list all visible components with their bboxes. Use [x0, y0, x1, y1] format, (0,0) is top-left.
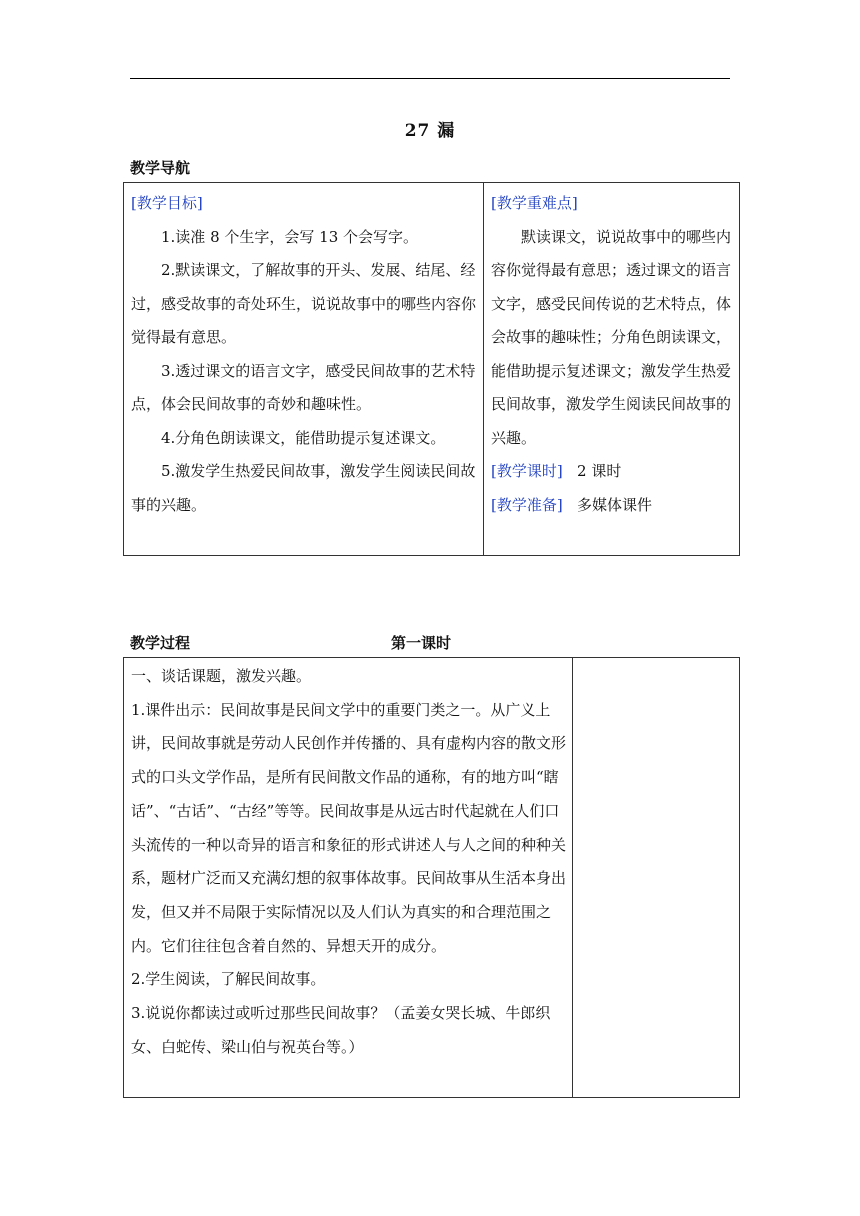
page-title: 27 漏 — [404, 121, 456, 141]
goal-item: 1.读准 8 个生字，会写 13 个会写字。 — [161, 227, 419, 246]
key-points-cell — [484, 183, 740, 556]
goal-item: 4.分角色朗读课文，能借助提示复述课文。 — [161, 428, 446, 447]
header-rule — [130, 78, 730, 79]
process-table — [123, 657, 740, 1098]
process-line: 2.学生阅读，了解民间故事。 — [131, 970, 326, 989]
class-hours-row — [491, 455, 733, 489]
key-points-text: 默读课文，说说故事中的哪些内容你觉得最有意思；透过课文的语言文字，感受民间传说的艺术特点，体会故事的趣味性；分角色朗读课文，能借助提示复述课文；激发学生热爱民间故事，激发学生阅读民间故事的兴趣。 — [491, 227, 732, 447]
lesson-label: 第一课时 — [391, 634, 452, 652]
class-hours-heading: [教学课时] — [491, 462, 563, 480]
preparation-heading: [教学准备] — [491, 495, 563, 514]
process-section-label: 教学过程 — [130, 634, 191, 652]
process-notes-cell — [573, 658, 740, 1098]
process-line: 3.说说你都读过或听过那些民间故事？（孟姜女哭长城、牛郎织女、白蛇传、梁山伯与祝英台等。） — [131, 1004, 551, 1056]
preparation-row — [491, 489, 733, 523]
process-line: 1.课件出示：民间故事是民间文学中的重要门类之一。从广义上讲，民间故事就是劳动人民创作并传播的、具有虚构内容的散文形式的口头文学作品，是所有民间散文作品的通称，有的地方叫“瞎话”、“古话”、“古经”等等。民间故事是从远古时代起就在人们口头流传的一种以奇异的语言和象征的形式讲述人与人之间的种种关系，题材广泛而又充满幻想的叙事体故事。民间故事从生活本身出发，但又并不局限于实际情况以及人们认为真实的和合理范围之内。它们往往包含着自然的、异想天开的成分。 — [131, 700, 567, 955]
teaching-nav-table — [123, 182, 740, 556]
class-hours-value: 2 课时 — [577, 462, 622, 480]
goal-item: 5.激发学生热爱民间故事，激发学生阅读民间故事的兴趣。 — [131, 462, 476, 514]
process-line: 一、谈话课题，激发兴趣。 — [131, 667, 312, 685]
nav-section-label: 教学导航 — [130, 159, 191, 177]
goals-heading: [教学目标] — [131, 194, 203, 212]
goal-item: 2.默读课文，了解故事的开头、发展、结尾、经过，感受故事的奇处环生，说说故事中的哪些内容你觉得最有意思。 — [131, 261, 477, 346]
key-points-heading: [教学重难点] — [491, 194, 578, 212]
preparation-value: 多媒体课件 — [577, 495, 653, 514]
goal-item: 3.透过课文的语言文字，感受民间故事的艺术特点，体会民间故事的奇妙和趣味性。 — [131, 361, 476, 413]
process-content-cell — [124, 658, 573, 1098]
goals-cell — [124, 183, 484, 556]
